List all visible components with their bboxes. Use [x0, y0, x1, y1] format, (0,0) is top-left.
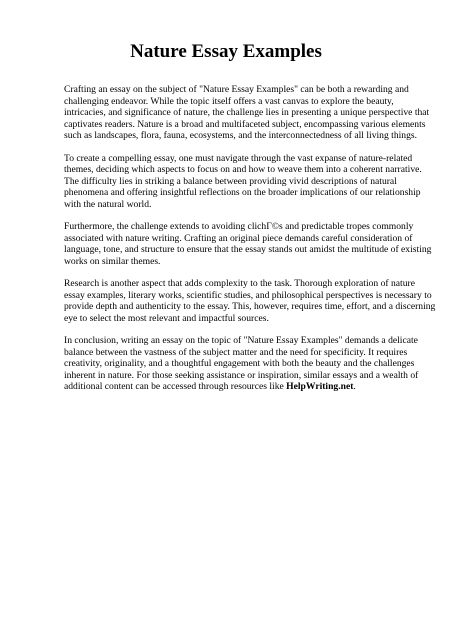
text-line: intricacies, and significance of nature, the challenge lies in presenting a unique perspective that	[64, 107, 430, 118]
text-line: phenomena and offering insightful reflections on the broader implications of our relationship	[64, 187, 421, 198]
page-title: Nature Essay Examples	[130, 41, 322, 62]
text-line: Furthermore, the challenge extends to avoiding clichГ©s and predictable tropes commonly	[64, 221, 414, 232]
paragraph-compelling-essay	[64, 152, 422, 211]
text-line: works on similar themes.	[64, 255, 161, 267]
text-line: Crafting an essay on the subject of "Nature Essay Examples" can be both a rewarding and	[64, 84, 409, 95]
text-line: with the natural world.	[64, 198, 152, 210]
text-line: In conclusion, writing an essay on the topic of "Nature Essay Examples" demands a delicate	[64, 335, 418, 346]
text-line: To create a compelling essay, one must navigate through the vast expanse of nature-related	[64, 152, 413, 164]
text-line: Research is another aspect that adds complexity to the task. Thorough exploration of nature	[64, 278, 415, 289]
text-line: such as landscapes, flora, fauna, ecosystems, and the interconnectedness of all living things.	[64, 130, 418, 141]
paragraph-research	[64, 278, 436, 324]
text-line: themes, deciding which aspects to focus on and how to weave them into a coherent narrative.	[64, 164, 422, 175]
text-line: inherent in nature. For those seeking assistance or inspiration, similar essays and a wealth of	[64, 369, 419, 381]
text-line-last	[64, 381, 394, 393]
text-segment: .	[353, 381, 356, 392]
helpwriting-link[interactable]: HelpWriting.net	[286, 381, 354, 392]
paragraph-intro	[64, 84, 430, 142]
paragraph-cliches	[64, 221, 432, 267]
text-line: associated with nature writing. Crafting an original piece demands careful consideration of	[64, 232, 413, 244]
text-segment: additional content can be accessed through resources like	[64, 381, 287, 392]
paragraph-conclusion	[64, 335, 419, 393]
text-line: balance between the vastness of the subject matter and the need for specificity. It requires	[64, 346, 408, 358]
text-line: captivates readers. Nature is a broad and multifaceted subject, encompassing various elements	[64, 118, 426, 130]
text-line: essay examples, literary works, scientific studies, and philosophical perspectives is necessary to	[64, 289, 432, 301]
text-line: The difficulty lies in striking a balance between providing vivid descriptions of natural	[64, 175, 397, 187]
essay-body	[64, 84, 436, 404]
text-line: creativity, originality, and a thoughtful engagement with both the beauty and the challenges	[64, 358, 415, 369]
text-line: provide depth and authenticity to the essay. This, however, requires time, effort, and a discerning	[64, 301, 436, 312]
text-line: eye to select the most relevant and impactful sources.	[64, 312, 269, 324]
text-line: language, tone, and structure to ensure that the essay stands out amidst the multitude of existing	[64, 244, 432, 255]
text-line: challenging endeavor. While the topic itself offers a vast canvas to explore the beauty,	[64, 95, 394, 107]
